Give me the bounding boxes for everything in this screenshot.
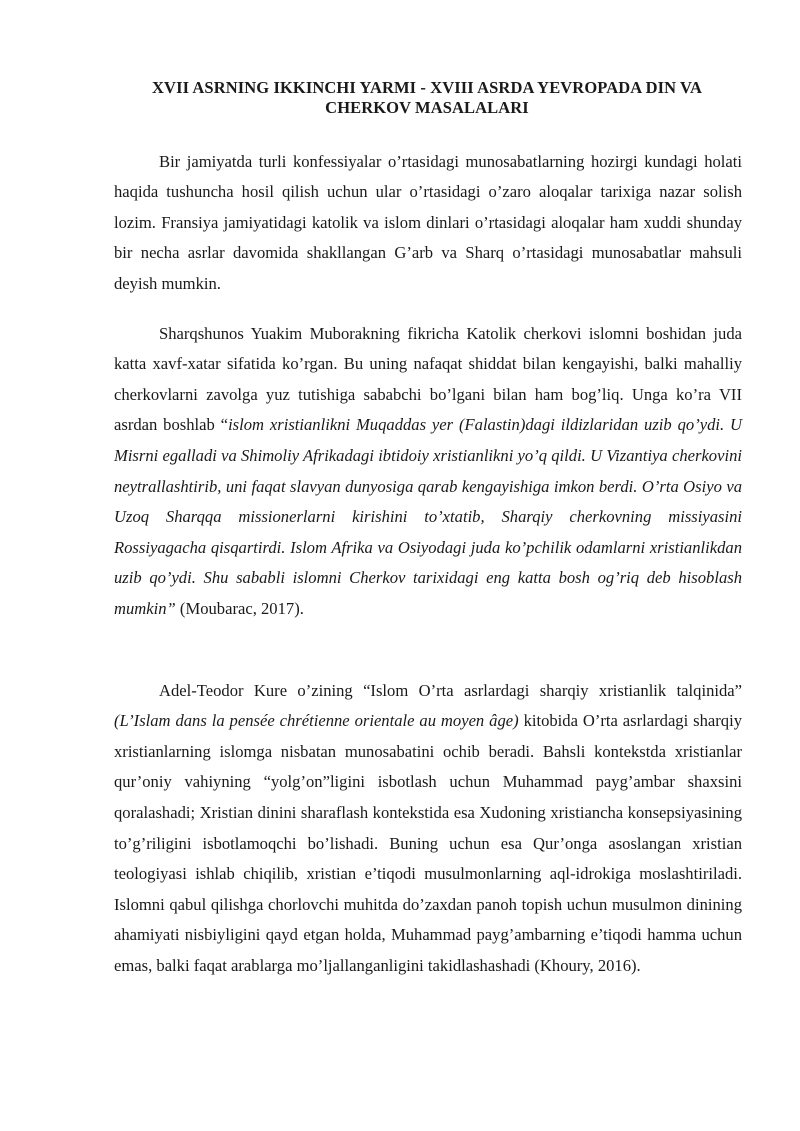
paragraph-3-rest: kitobida O’rta asrlardagi sharqiy xristianlarning islomga nisbatan munosabatini ochib beradi. Bahsli kontekstda xristianlar qur’oniy vahiyning “yolg’on”ligini isbotlash uchun Muhammad payg’ambar shaxsini qoralashadi; Xristian dinini sharaflash kontekstida esa Xudoning xristiancha konsepsiyasining to’g’riligini isbotlamoqchi bo’lishadi. Buning uchun esa Qur’onga asoslangan xristian teologiyasi ishlab chiqilib, xristian e’tiqodi musulmonlarning aql-idrokiga moslashtiriladi. Islomni qabul qilishga chorlovchi muhitda do’zaxdan panoh topish uchun musulmon dinining ahamiyati nisbiyligini qayd etgan holda, Muhammad payg’ambarning e’tiqodi hamma uchun emas, balki faqat arablarga mo’ljallanganligini takidlashashadi (Khoury, 2016). — [114, 711, 742, 975]
paragraph-1: Bir jamiyatda turli konfessiyalar o’rtasidagi munosabatlarning hozirgi kundagi holati haqida tushuncha hosil qilish uchun ular o’rtasidagi o’zaro aloqalar tarixiga nazar solish lozim. Fransiya jamiyatidagi katolik va islom dinlari o’rtasidagi aloqalar ham xuddi shunday bir necha asrlar davomida shakllangan G’arb va Sharq o’rtasidagi munosabatlar mahsuli deyish mumkin. — [114, 151, 742, 293]
paragraph-2-quote: islom xristianlikni Muqaddas yer (Falastin)dagi ildizlaridan uzib qo’ydi. U Misrni egalladi va Shimoliy Afrikadagi ibtidoiy xristianlikni yo’q qildi. U Vizantiya cherkovini neytrallashtirib, uni faqat slavyan dunyosiga qarab kengayishiga imkon berdi. O’rta Osiyo va Uzoq Sharqqa missionerlarni kirishini to’xtatib, Sharqiy cherkovning missiyasini Rossiyagacha qisqartirdi. Islom Afrika va Osiyodagi juda ko’pchilik odamlarni xristianlikdan uzib qo’ydi. Shu sababli islomni Cherkov tarixidagi eng katta bosh og’riq deb hisoblash mumkin” — [114, 415, 742, 618]
paragraph-2 — [114, 319, 742, 625]
paragraph-3-book-title: (L’Islam dans la pensée chrétienne orientale au moyen âge) — [114, 711, 519, 731]
document-title: XVII ASRNING IKKINCHI YARMI - XVIII ASRDA YEVROPADA DIN VA CHERKOV MASALALARI — [152, 78, 702, 117]
paragraph-2-intro: Sharqshunos Yuakim Muborakning fikricha Katolik cherkovi islomni boshidan juda katta xavf-xatar sifatida ko’rgan. Bu uning nafaqat shiddat bilan kengayishi, balki mahalliy cherkovlarni zavolga yuz tutishiga sababchi bo’lgani bilan ham bog’liq. Unga ko’ra VII asrdan boshlab “ — [114, 323, 742, 435]
paragraph-2-citation: (Moubarac, 2017). — [175, 598, 304, 618]
paragraph-3 — [114, 676, 742, 982]
paragraph-3-intro: Adel-Teodor Kure o’zining “Islom O’rta asrlardagi sharqiy xristianlik talqinida” — [159, 680, 742, 700]
